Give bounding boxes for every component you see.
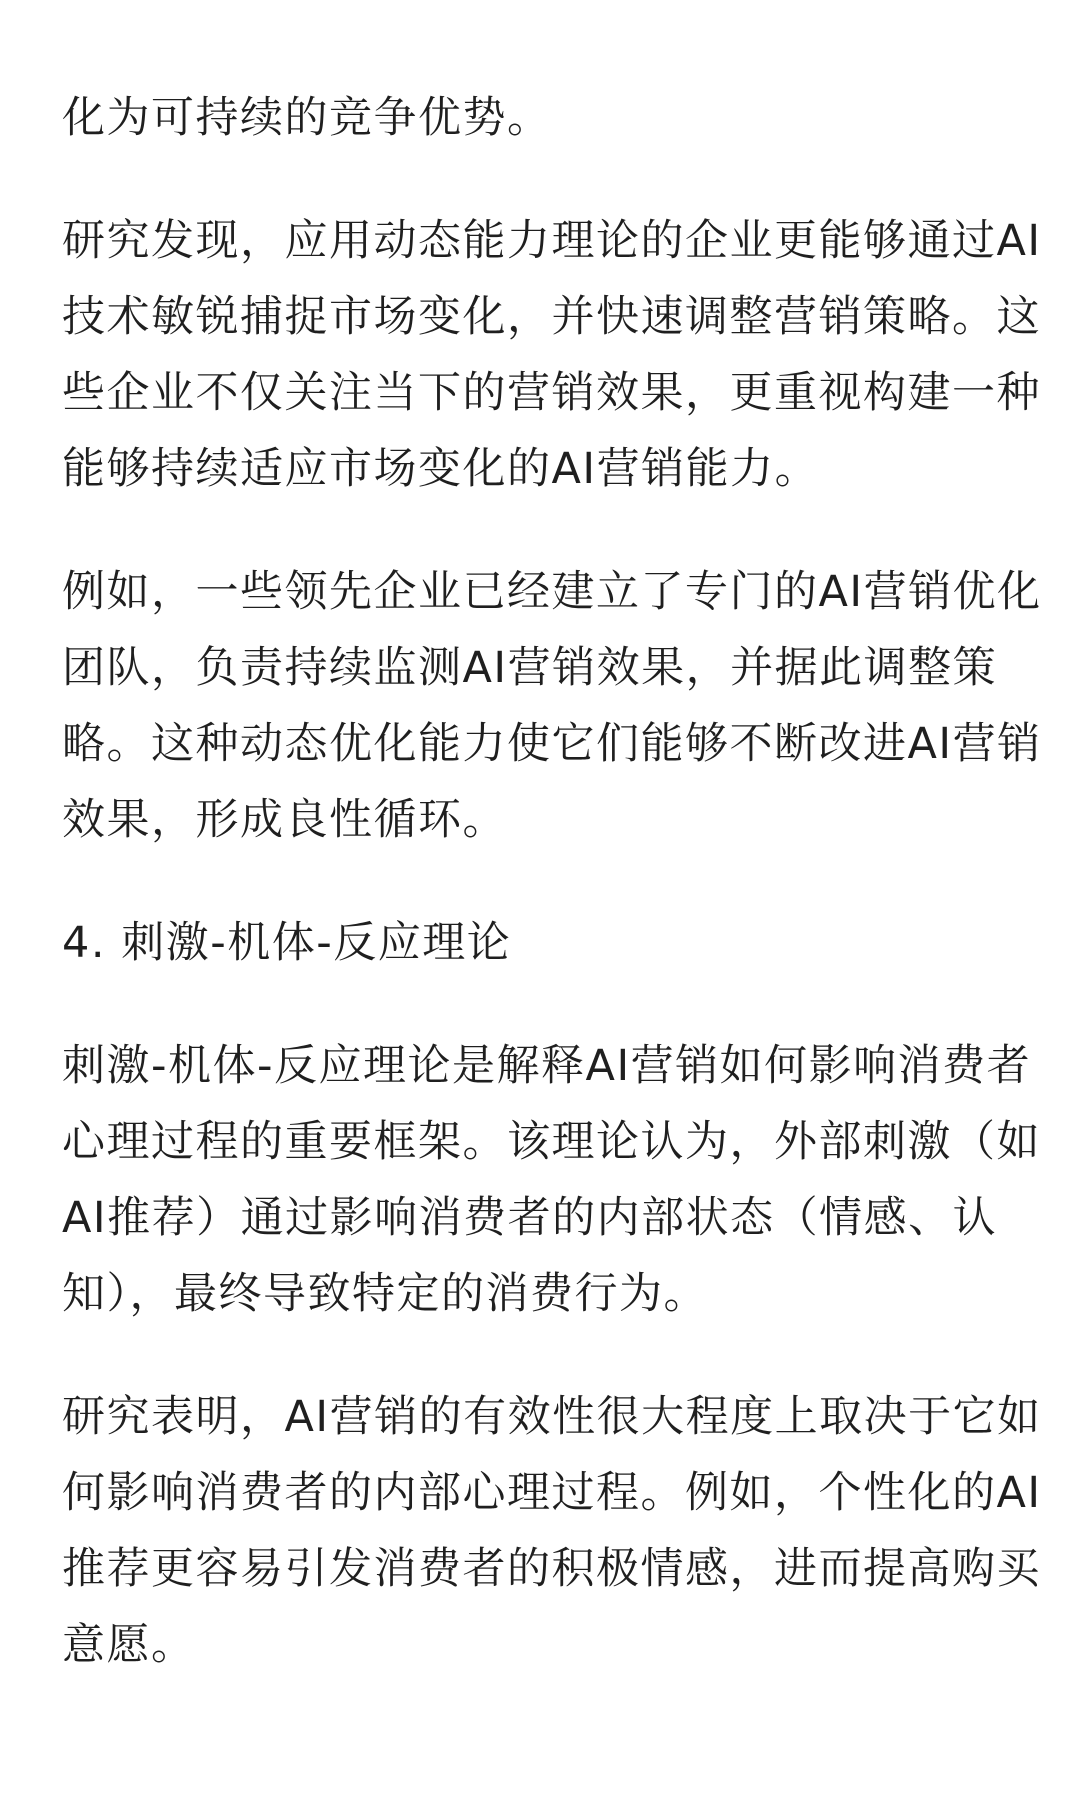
- text-line: 团队，负责持续监测AI营销效果，并据此调整策: [62, 643, 998, 693]
- paragraph-example-team: [62, 554, 1042, 858]
- paragraph-research-findings: [62, 1379, 1042, 1683]
- paragraph-dynamic-capability: [62, 203, 1042, 507]
- text-line: AI推荐）通过影响消费者的内部状态（情感、认: [62, 1193, 998, 1243]
- text-line: 效果，形成良性循环。: [62, 795, 507, 845]
- text-line: 研究发现，应用动态能力理论的企业更能够通过AI: [62, 216, 1042, 266]
- text-line: 心理过程的重要框架。该理论认为，外部刺激（如: [62, 1117, 1041, 1167]
- article-body: [62, 80, 1042, 1730]
- text-line: 知），最终导致特定的消费行为。: [62, 1269, 708, 1319]
- text-line: 技术敏锐捕捉市场变化，并快速调整营销策略。这: [62, 292, 1041, 342]
- text-line: 推荐更容易引发消费者的积极情感，进而提高购买: [62, 1544, 1041, 1594]
- paragraph-sor-definition: [62, 1028, 1041, 1332]
- text-line: 略。这种动态优化能力使它们能够不断改进AI营销: [62, 719, 1042, 769]
- section-heading-sor-theory: [62, 905, 1022, 981]
- text-line: 能够持续适应市场变化的AI营销能力。: [62, 444, 820, 494]
- text-line: 些企业不仅关注当下的营销效果，更重视构建一种: [62, 368, 1041, 418]
- text-line: 化为可持续的竞争优势。: [62, 93, 552, 143]
- text-line: 何影响消费者的内部心理过程。例如，个性化的AI: [62, 1468, 1042, 1518]
- text-line: 研究表明，AI营销的有效性很大程度上取决于它如: [62, 1392, 1042, 1442]
- text-line: 例如，一些领先企业已经建立了专门的AI营销优化: [62, 567, 1042, 617]
- text-line: 刺激-机体-反应理论是解释AI营销如何影响消费者: [62, 1041, 1032, 1091]
- text-line: 意愿。: [62, 1620, 196, 1670]
- paragraph-intro-tail: [62, 80, 1022, 156]
- section-heading-text: 4. 刺激-机体-反应理论: [62, 918, 512, 968]
